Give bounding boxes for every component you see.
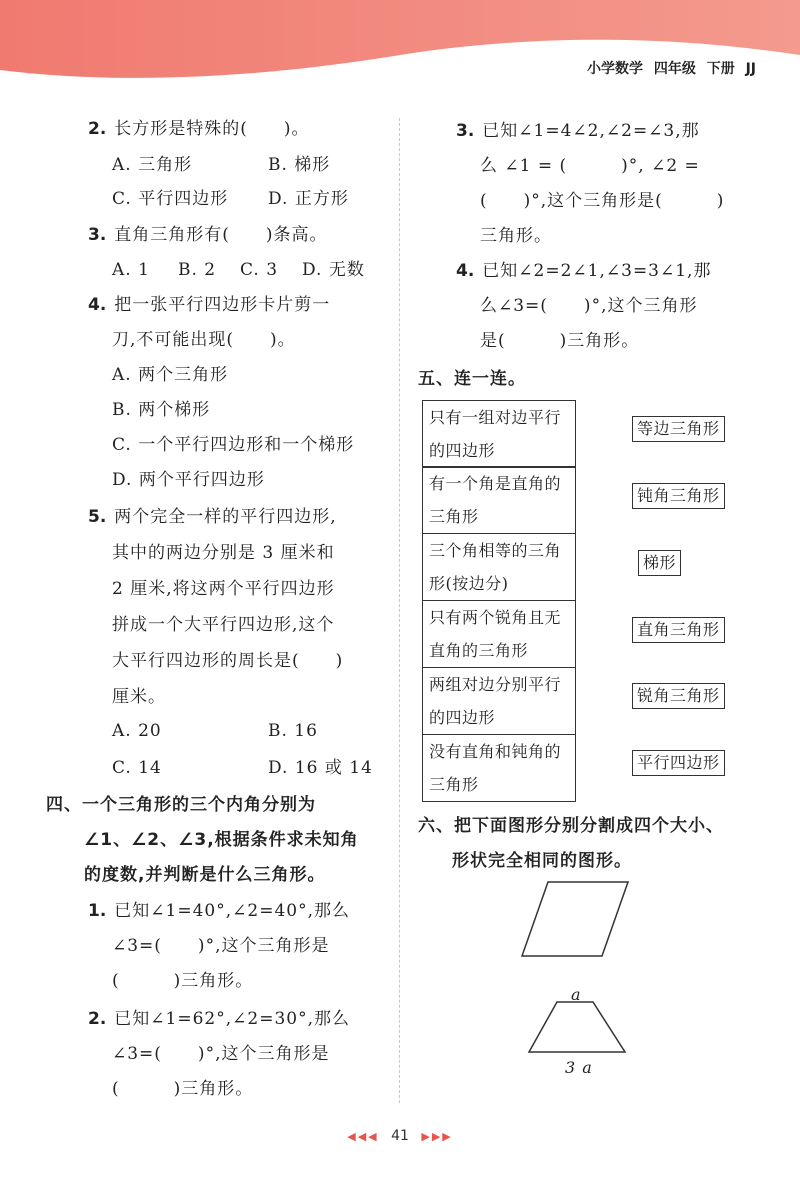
section-4-question-2 [88, 1008, 350, 1030]
trapezoid-figure [526, 1000, 628, 1056]
question-4-right [456, 260, 711, 282]
match-left-text: 只有两个锐角且无 [429, 608, 562, 627]
match-right-box-6[interactable]: 平行四边形 [632, 750, 725, 776]
question-text: 2 厘米,将这两个平行四边形 [112, 579, 335, 599]
match-left-text: 两组对边分别平行 [429, 675, 562, 694]
option-d: D. 无数 [302, 260, 365, 280]
question-text: 长方形是特殊的( )。 [114, 119, 310, 139]
question-text: 么∠3=( )°,这个三角形 [480, 296, 698, 316]
match-left-text: 的四边形 [429, 441, 496, 460]
header-volume: 下册 [706, 61, 735, 77]
question-number: 2. [88, 119, 107, 139]
section-5-title: 五、连一连。 [418, 369, 526, 389]
section-4-title: 四、一个三角形的三个内角分别为 [46, 795, 316, 815]
question-text: ∠3=( )°,这个三角形是 [112, 936, 330, 956]
question-text: 已知∠1=4∠2,∠2=∠3,那 [482, 121, 700, 141]
parallelogram-figure [520, 880, 632, 960]
trapezoid-bottom-label: 3 a [565, 1058, 593, 1077]
column-divider [399, 118, 400, 1103]
question-text: 刀,不可能出现( )。 [112, 330, 296, 350]
match-left-text: 的四边形 [429, 708, 496, 727]
option-d: D. 两个平行四边形 [112, 470, 265, 490]
option-d: D. 16 或 14 [268, 758, 373, 778]
option-b: B. 梯形 [268, 155, 331, 175]
page-number: 41 [391, 1128, 409, 1144]
page-footer [0, 1128, 800, 1144]
question-text: 是( )三角形。 [480, 331, 640, 351]
match-left-text: 三个角相等的三角 [429, 541, 562, 560]
question-number: 3. [88, 225, 107, 245]
question-text: 其中的两边分别是 3 厘米和 [112, 543, 335, 563]
question-number: 3. [456, 121, 475, 141]
question-text: ( )三角形。 [112, 1079, 254, 1099]
section-4-title: ∠1、∠2、∠3,根据条件求未知角 [84, 830, 359, 850]
question-text: 已知∠2=2∠1,∠3=3∠1,那 [482, 261, 712, 281]
question-text: ( )三角形。 [112, 971, 254, 991]
question-3-right [456, 120, 700, 142]
option-c: C. 3 [240, 260, 279, 280]
question-text: 么 ∠1 = ( )°, ∠2 = [480, 156, 700, 176]
match-left-box-6[interactable] [422, 734, 576, 802]
option-c: C. 平行四边形 [112, 189, 229, 209]
question-4 [88, 294, 330, 316]
option-a: A. 两个三角形 [112, 365, 229, 385]
match-left-text: 直角的三角形 [429, 641, 529, 660]
option-b: B. 两个梯形 [112, 400, 211, 420]
match-right-box-5[interactable]: 锐角三角形 [632, 683, 725, 709]
question-number: 4. [88, 295, 107, 315]
match-left-text: 有一个角是直角的 [429, 474, 562, 493]
question-text: ( )°,这个三角形是( ) [480, 191, 725, 211]
question-number: 5. [88, 507, 107, 527]
question-number: 2. [88, 1009, 107, 1029]
match-right-box-3[interactable]: 梯形 [638, 550, 681, 576]
trapezoid-top-label: a [571, 985, 582, 1004]
match-left-box-3[interactable] [422, 533, 576, 601]
match-left-box-5[interactable] [422, 667, 576, 735]
option-a: A. 1 [112, 260, 150, 280]
question-5 [88, 506, 337, 528]
section-6-title: 形状完全相同的图形。 [452, 851, 632, 871]
header-grade: 四年级 [653, 61, 696, 77]
question-3 [88, 224, 328, 246]
section-4-title: 的度数,并判断是什么三角形。 [84, 865, 326, 885]
match-left-text: 三角形 [429, 775, 479, 794]
match-left-box-2[interactable] [422, 466, 576, 534]
option-b: B. 2 [178, 260, 217, 280]
option-a: A. 三角形 [112, 155, 193, 175]
question-text: 已知∠1=40°,∠2=40°,那么 [114, 901, 350, 921]
match-left-box-4[interactable] [422, 600, 576, 668]
match-left-text: 三角形 [429, 507, 479, 526]
question-text: 已知∠1=62°,∠2=30°,那么 [114, 1009, 350, 1029]
question-text: 两个完全一样的平行四边形, [114, 507, 337, 527]
match-left-text: 没有直角和钝角的 [429, 742, 562, 761]
question-text: 把一张平行四边形卡片剪一 [114, 295, 331, 315]
header-banner [0, 0, 800, 110]
question-text: 拼成一个大平行四边形,这个 [112, 615, 335, 635]
option-c: C. 14 [112, 758, 162, 778]
option-d: D. 正方形 [268, 189, 349, 209]
section-6-title: 六、把下面图形分别分割成四个大小、 [418, 816, 724, 836]
header-edition: JJ [745, 61, 756, 77]
option-b: B. 16 [268, 721, 318, 741]
header-text [587, 58, 756, 78]
question-text: 厘米。 [112, 687, 166, 707]
question-number: 4. [456, 261, 475, 281]
left-arrows-icon: ◀◀◀ [347, 1130, 379, 1143]
question-text: 直角三角形有( )条高。 [114, 225, 328, 245]
question-text: ∠3=( )°,这个三角形是 [112, 1044, 330, 1064]
header-subject: 小学数学 [586, 61, 643, 77]
question-number: 1. [88, 901, 107, 921]
match-left-text: 形(按边分) [429, 574, 509, 593]
option-a: A. 20 [112, 721, 162, 741]
question-text: 大平行四边形的周长是( ) [112, 651, 344, 671]
match-right-box-2[interactable]: 钝角三角形 [632, 483, 725, 509]
match-right-box-1[interactable]: 等边三角形 [632, 416, 725, 442]
match-right-box-4[interactable]: 直角三角形 [632, 617, 725, 643]
question-2 [88, 118, 310, 140]
section-4-question-1 [88, 900, 350, 922]
option-c: C. 一个平行四边形和一个梯形 [112, 435, 355, 455]
question-text: 三角形。 [480, 226, 552, 246]
match-left-box-1[interactable] [422, 400, 576, 468]
match-left-text: 只有一组对边平行 [429, 408, 562, 427]
right-arrows-icon: ▶▶▶ [421, 1130, 453, 1143]
